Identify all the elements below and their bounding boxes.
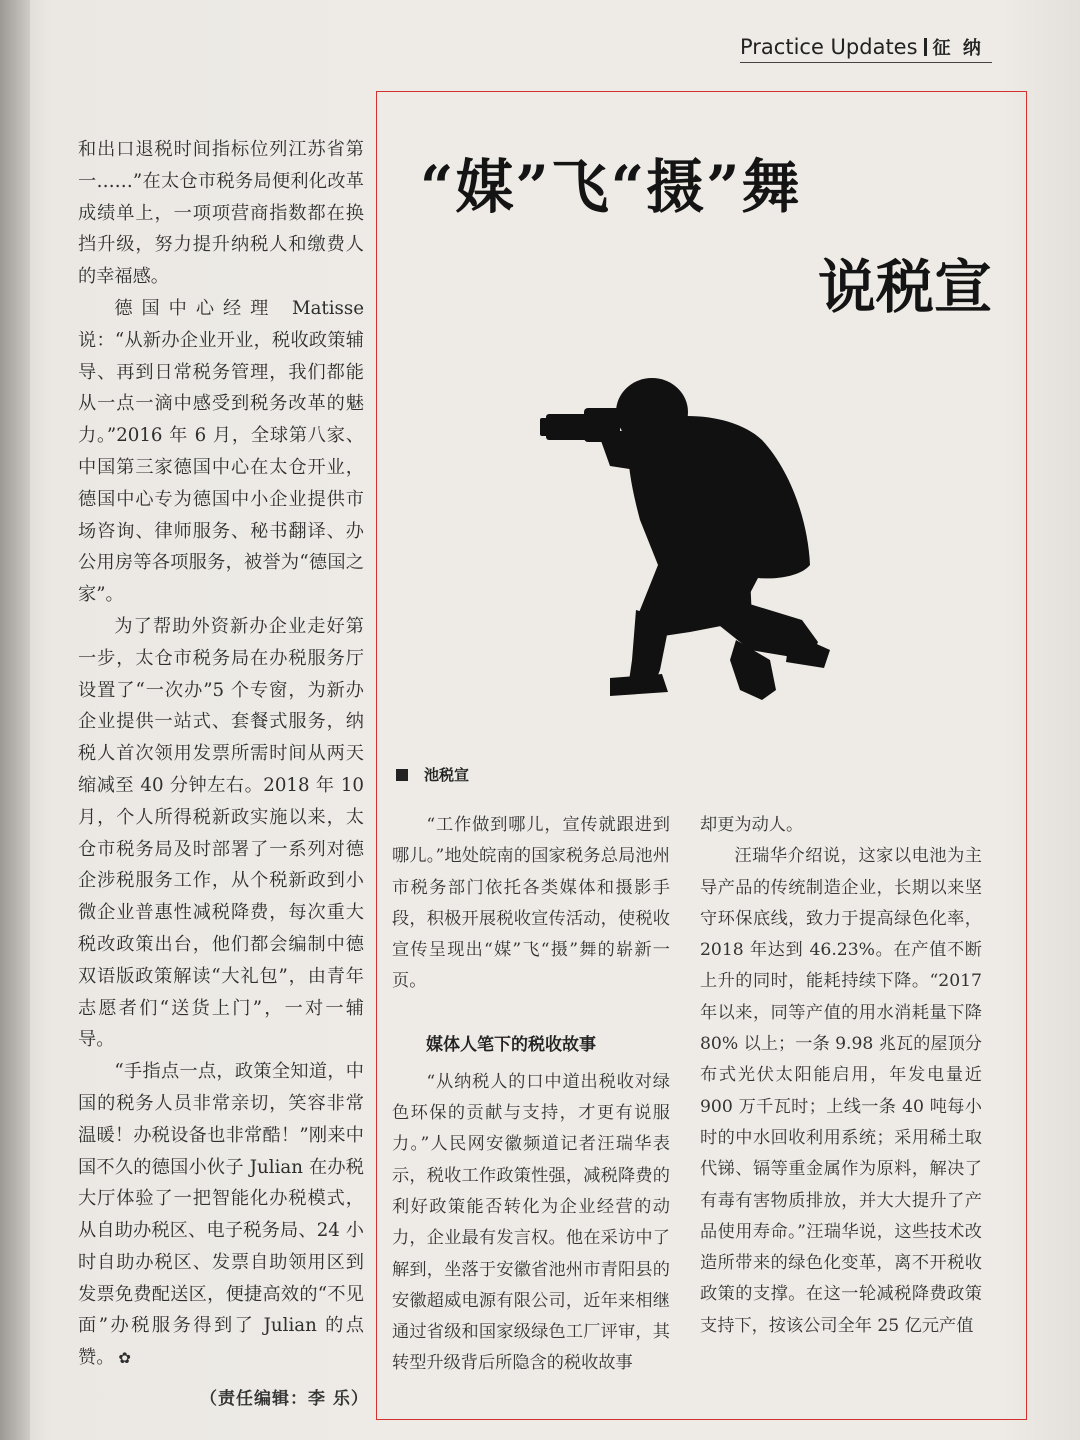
byline-author: 池税宣 xyxy=(424,766,470,784)
section-name: Practice Updates xyxy=(740,35,918,59)
article-intro: “工作做到哪儿，宣传就跟进到哪儿。”地处皖南的国家税务总局池州市税务部门依托各类媒体和摄影手段，积极开展税收宣传活动，使税收宣传呈现出“媒”飞“摄”舞的崭新一页。 xyxy=(392,815,670,992)
left-column-text xyxy=(78,134,364,1375)
article-body-2: 却更为动人。 xyxy=(700,815,804,835)
column-name: 征 纳 xyxy=(932,38,984,59)
byline-square-icon xyxy=(396,769,408,781)
running-head-divider xyxy=(924,38,927,56)
end-mark-icon: ✿ xyxy=(118,1349,131,1368)
article-body-1: “从纳税人的口中道出税收对绿色环保的贡献与支持，才更有说服力。”人民网安徽频道记者汪瑞华表示，税收工作政策性强，减税降费的利好政策能否转化为企业经营的动力，企业最有发言权。他在采访中了解到，坐落于安徽省池州市青阳县的安徽超威电源有限公司，近年来相继通过省级和国家级绿色工厂评审，其转型升级背后所隐含的税收故事 xyxy=(392,1071,670,1374)
left-paragraph-1: 和出口退税时间指标位列江苏省第一……”在太仓市税务局便利化改革成绩单上，一项项营商指数都在换挡升级，努力提升纳税人和缴费人的幸福感。 xyxy=(78,139,364,288)
article-body-3: 汪瑞华介绍说，这家以电池为主导产品的传统制造企业，长期以来坚守环保底线，致力于提高绿色化率，2018 年达到 46.23%。在产值不断上升的同时，能耗持续下降。“2017 年以来，同等产值的用水消耗量下降 80% 以上；一条 9.98 兆瓦的屋顶分布式光伏太阳能启用，年发电量近 900 万千瓦时；上线一条 40 吨每小时的中水回收利用系统；采用稀土取代锑、镉等重金属作为原料，解决了有毒有害物质排放，并大大提升了产品使用寿命。”汪瑞华说，这些技术改造所带来的绿色化变革，离不开税收政策的支撑。在这一轮减税降费政策支持下，按该公司全年 25 亿元产值 xyxy=(700,846,982,1336)
article-right-column xyxy=(700,810,982,1342)
left-paragraph-2: 德国中心经理 Matisse 说：“从新办企业开业，税收政策辅导、再到日常税务管理，我们都能从一点一滴中感受到税务改革的魅力。”2016 年 6 月，全球第八家、中国第三家德国中心在太仓开业，德国中心专为德国中小企业提供市场咨询、律师服务、秘书翻译、办公用房等各项服务，被誉为“德国之家”。 xyxy=(78,297,364,606)
book-spine-shadow xyxy=(0,0,30,1440)
running-head xyxy=(740,34,992,63)
byline xyxy=(396,764,469,785)
responsible-editor: （责任编辑：李 乐） xyxy=(200,1389,369,1409)
left-paragraph-4-text: “手指点一点，政策全知道，中国的税务人员非常亲切，笑容非常温暖！办税设备也非常酷！”刚来中国不久的德国小伙子 Julian 在办税大厅体验了一把智能化办税模式，从自助办税区、电子税务局、24 小时自助办税区、发票自助领用区到发票免费配送区，便捷高效的“不见面”办税服务得到了 Julian 的点赞。 xyxy=(78,1061,364,1369)
left-paragraph-4 xyxy=(78,1056,364,1375)
article-subheading: 媒体人笔下的税收故事 xyxy=(426,1034,596,1055)
article-title-line2: 说税宣 xyxy=(818,253,993,321)
article-title-line1: “媒”飞“摄”舞 xyxy=(420,153,802,221)
photographer-silhouette-image xyxy=(540,370,830,710)
article-middle-column xyxy=(392,810,670,1380)
left-paragraph-3: 为了帮助外资新办企业走好第一步，太仓市税务局在办税服务厅设置了“一次办”5 个专窗，为新办企业提供一站式、套餐式服务，纳税人首次领用发票所需时间从两天缩减至 40 分钟左右。2018 年 10 月，个人所得税新政实施以来，太仓市税务局及时部署了一系列对德企涉税服务工作，从个税新政到小微企业普惠性减税降费，每次重大税改政策出台，他们都会编制中德双语版政策解读“大礼包”，由青年志愿者们“送货上门”，一对一辅导。 xyxy=(78,615,364,1051)
